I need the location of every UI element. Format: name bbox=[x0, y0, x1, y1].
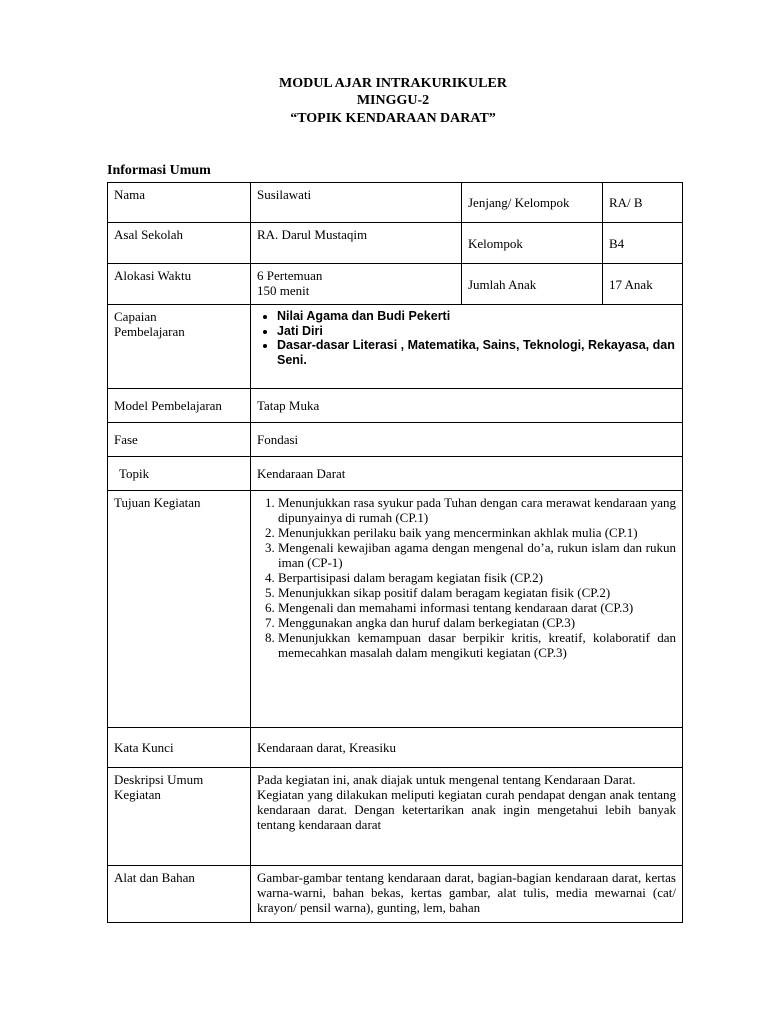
alokasi-value bbox=[251, 264, 462, 305]
row-alokasi bbox=[108, 264, 683, 305]
tujuan-list bbox=[257, 495, 676, 660]
capaian-label-line1: Capaian bbox=[114, 309, 157, 324]
deskripsi-value bbox=[251, 768, 683, 866]
jumlah-label: Jumlah Anak bbox=[462, 264, 603, 305]
alokasi-pertemuan: 6 Pertemuan bbox=[257, 268, 323, 283]
tujuan-label: Tujuan Kegiatan bbox=[108, 491, 251, 728]
jenjang-value: RA/ B bbox=[603, 183, 683, 223]
capaian-item: • Dasar-dasar Literasi , Matematika, Sains, Teknologi, Rekayasa, dan Seni. bbox=[277, 338, 676, 367]
nama-label: Nama bbox=[108, 183, 251, 223]
tujuan-item: 1. Menunjukkan rasa syukur pada Tuhan dengan cara merawat kendaraan yang dipunyainya di rumah (CP.1) bbox=[278, 495, 676, 525]
jumlah-value: 17 Anak bbox=[603, 264, 683, 305]
kata-kunci-value: Kendaraan darat, Kreasiku bbox=[251, 728, 683, 768]
tujuan-item: 2. Menunjukkan perilaku baik yang mencerminkan akhlak mulia (CP.1) bbox=[278, 525, 676, 540]
kelompok-value: B4 bbox=[603, 223, 683, 264]
row-kata-kunci bbox=[108, 728, 683, 768]
row-topik bbox=[108, 457, 683, 491]
row-model bbox=[108, 389, 683, 423]
fase-value: Fondasi bbox=[251, 423, 683, 457]
deskripsi-paragraph-2: Kegiatan yang dilakukan meliputi kegiatan curah pendapat dengan anak tentang kendaraan darat. Dengan ketertarikan anak ingin mengetahui lebih banyak tentang kendaraan darat bbox=[257, 787, 676, 832]
row-alat bbox=[108, 866, 683, 923]
deskripsi-paragraph-1: Pada kegiatan ini, anak diajak untuk mengenal tentang Kendaraan Darat. bbox=[257, 772, 636, 787]
row-deskripsi bbox=[108, 768, 683, 866]
fase-label: Fase bbox=[108, 423, 251, 457]
deskripsi-label-line2: Kegiatan bbox=[114, 787, 161, 802]
tujuan-item: 4. Berpartisipasi dalam beragam kegiatan fisik (CP.2) bbox=[278, 570, 676, 585]
tujuan-item: 7. Menggunakan angka dan huruf dalam berkegiatan (CP.3) bbox=[278, 615, 676, 630]
row-tujuan bbox=[108, 491, 683, 728]
document-title: MODUL AJAR INTRAKURIKULER bbox=[279, 76, 507, 91]
nama-value: Susilawati bbox=[251, 183, 462, 223]
info-table bbox=[107, 182, 683, 923]
capaian-label-line2: Pembelajaran bbox=[114, 324, 185, 339]
topik-value: Kendaraan Darat bbox=[251, 457, 683, 491]
alokasi-label: Alokasi Waktu bbox=[108, 264, 251, 305]
capaian-label bbox=[108, 305, 251, 389]
row-fase bbox=[108, 423, 683, 457]
capaian-value bbox=[251, 305, 683, 389]
capaian-item: • Jati Diri bbox=[277, 324, 676, 339]
asal-label: Asal Sekolah bbox=[108, 223, 251, 264]
topik-label: Topik bbox=[108, 457, 251, 491]
alat-label: Alat dan Bahan bbox=[108, 866, 251, 923]
tujuan-item: 5. Menunjukkan sikap positif dalam beragam kegiatan fisik (CP.2) bbox=[278, 585, 676, 600]
tujuan-item: 3. Mengenali kewajiban agama dengan mengenal do’a, rukun islam dan rukun iman (CP-1) bbox=[278, 540, 676, 570]
row-asal-sekolah bbox=[108, 223, 683, 264]
section-title: Informasi Umum bbox=[107, 163, 211, 178]
alat-value: Gambar-gambar tentang kendaraan darat, bagian-bagian kendaraan darat, kertas warna-warni, bahan bekas, kertas gambar, alat tulis, media mewarnai (cat/ krayon/ pensil warna), gunting, lem, bahan bbox=[251, 866, 683, 923]
kelompok-label: Kelompok bbox=[462, 223, 603, 264]
jenjang-label: Jenjang/ Kelompok bbox=[462, 183, 603, 223]
document-topic: “TOPIK KENDARAAN DARAT” bbox=[290, 111, 496, 126]
deskripsi-label-line1: Deskripsi Umum bbox=[114, 772, 204, 787]
row-nama bbox=[108, 183, 683, 223]
model-value: Tatap Muka bbox=[251, 389, 683, 423]
alokasi-menit: 150 menit bbox=[257, 283, 310, 298]
capaian-list bbox=[257, 309, 676, 367]
asal-value: RA. Darul Mustaqim bbox=[251, 223, 462, 264]
tujuan-item: 8. Menunjukkan kemampuan dasar berpikir kritis, kreatif, kolaboratif dan memecahkan masalah dalam mengikuti kegiatan (CP.3) bbox=[278, 630, 676, 660]
model-label: Model Pembelajaran bbox=[108, 389, 251, 423]
kata-kunci-label: Kata Kunci bbox=[108, 728, 251, 768]
document-week: MINGGU-2 bbox=[356, 93, 430, 108]
row-capaian bbox=[108, 305, 683, 389]
deskripsi-label bbox=[108, 768, 251, 866]
capaian-item: • Nilai Agama dan Budi Pekerti bbox=[277, 309, 676, 324]
tujuan-item: 6. Mengenali dan memahami informasi tentang kendaraan darat (CP.3) bbox=[278, 600, 676, 615]
tujuan-value bbox=[251, 491, 683, 728]
